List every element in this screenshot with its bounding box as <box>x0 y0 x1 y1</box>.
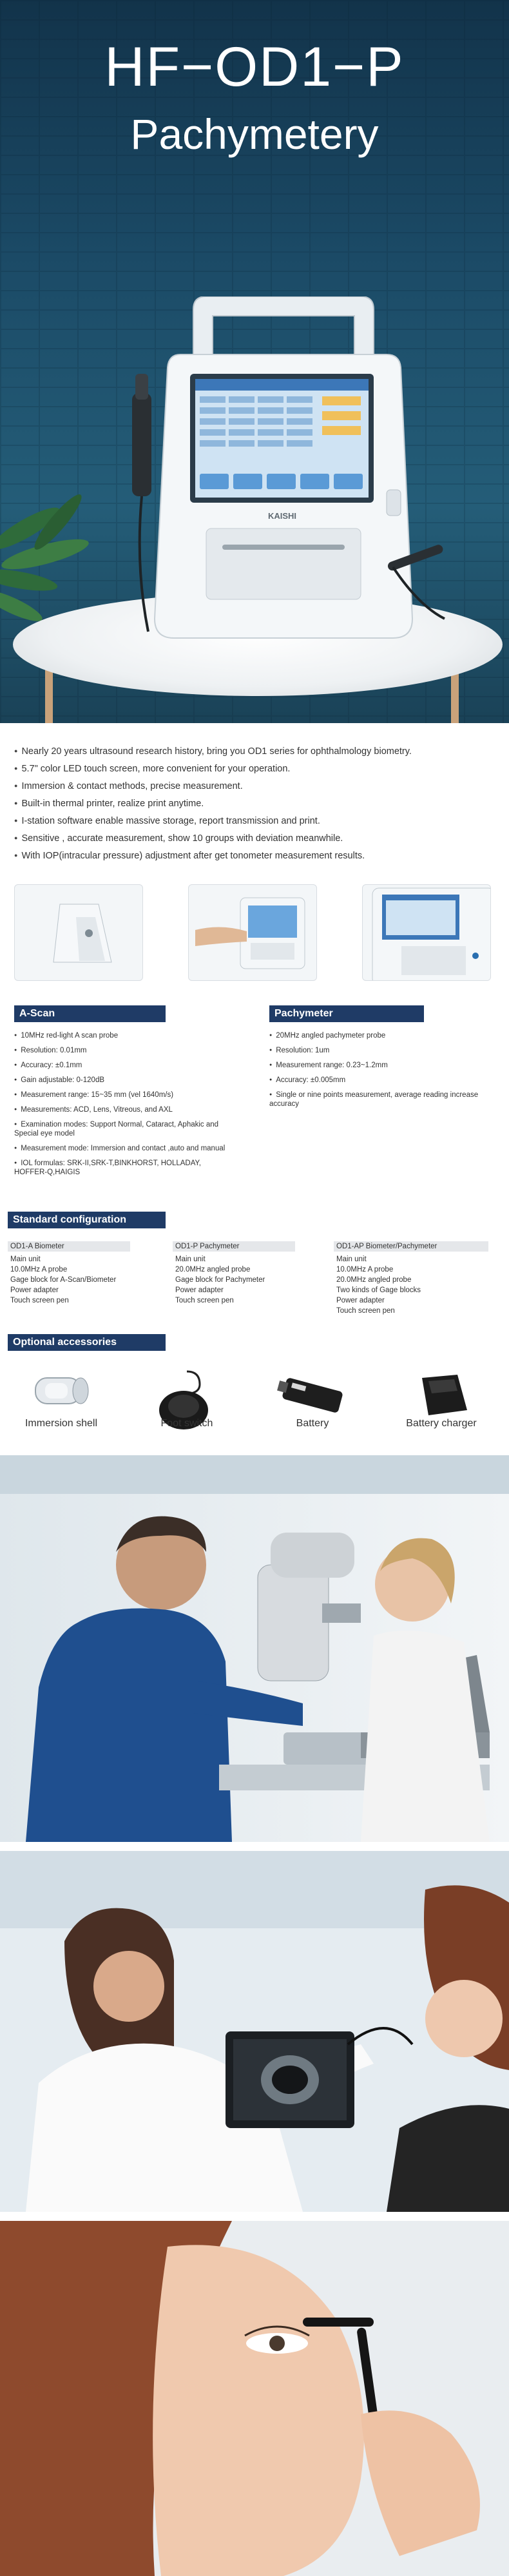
device-in-use-thumbnail <box>188 884 317 981</box>
feature-item: ● Nearly 20 years ultrasound research history, bring you OD1 series for ophthalmology biometry. <box>14 742 497 760</box>
config-item: Power adapter <box>336 1297 385 1304</box>
accessories-section-title: Optional accessories <box>8 1334 166 1351</box>
hero-banner <box>0 0 509 723</box>
product-subtitle: Pachymetery <box>130 110 379 158</box>
config-item: 10.0MHz A probe <box>336 1266 394 1273</box>
clinical-photo-slit-lamp <box>0 1455 509 1842</box>
config-item: Touch screen pen <box>336 1307 395 1315</box>
spec-item: ● Measurements: ACD, Lens, Vitreous, and AXL <box>14 1105 227 1114</box>
config-item: Power adapter <box>10 1286 59 1294</box>
spec-item: ● Measurement mode: Immersion and contact ,auto and manual <box>14 1144 227 1153</box>
accessory-label: Battery charger <box>406 1418 477 1429</box>
accessory-label: Battery <box>296 1418 329 1429</box>
config-item: Touch screen pen <box>10 1297 69 1304</box>
spec-item: ● Gain adjustable: 0-120dB <box>14 1076 227 1085</box>
feature-item: ● Sensitive , accurate measurement, show 10 groups with deviation meanwhile. <box>14 829 497 847</box>
config-column-combo <box>334 1241 488 1316</box>
feature-item: ● I-station software enable massive storage, report transmission and print. <box>14 812 497 829</box>
config-item: Touch screen pen <box>175 1297 234 1304</box>
config-item: Two kinds of Gage blocks <box>336 1286 421 1294</box>
config-item: 20.0MHz angled probe <box>336 1276 412 1284</box>
clinical-photo-closeup <box>0 2221 509 2576</box>
product-title: HF−OD1−P <box>104 36 405 98</box>
config-item: Main unit <box>336 1255 367 1263</box>
accessory-label: Immersion shell <box>24 1418 98 1429</box>
config-item: Main unit <box>175 1255 206 1263</box>
spec-item: ● 20MHz angled pachymeter probe <box>269 1031 488 1040</box>
device-brand-text: KAISHI <box>267 511 297 521</box>
ascan-section-title: A-Scan <box>14 1005 166 1022</box>
config-header: OD1-AP Biometer/Pachymeter <box>334 1241 488 1252</box>
spec-item: ● Measurement range: 0.23~1.2mm <box>269 1061 488 1070</box>
pachymeter-spec-list <box>269 1031 488 1114</box>
feature-item: ● 5.7" color LED touch screen, more convenient for your operation. <box>14 760 497 777</box>
config-item: Gage block for A-Scan/Biometer <box>10 1276 117 1284</box>
config-item: 10.0MHz A probe <box>10 1266 68 1273</box>
config-item: Main unit <box>10 1255 41 1263</box>
spec-item: ● Examination modes: Support Normal, Cataract, Aphakic and Special eye model <box>14 1120 227 1138</box>
device-screen-thumbnail <box>362 884 491 981</box>
config-section-title: Standard configuration <box>8 1212 166 1228</box>
config-header: OD1-P Pachymeter <box>173 1241 295 1252</box>
feature-list <box>14 742 497 864</box>
ascan-spec-list <box>14 1031 227 1183</box>
pachymeter-device-image <box>110 296 457 670</box>
spec-item: ● Accuracy: ±0.005mm <box>269 1076 488 1085</box>
config-item: Power adapter <box>175 1286 224 1294</box>
config-column-biometer <box>8 1241 130 1306</box>
accessory-label: Foot switch <box>160 1418 213 1429</box>
config-item: Gage block for Pachymeter <box>175 1276 265 1284</box>
clinical-photo-pachymetry <box>0 1851 509 2212</box>
feature-item: ● With IOP(intracular pressure) adjustment after get tonometer measurement results. <box>14 847 497 864</box>
spec-item: ● 10MHz red-light A scan probe <box>14 1031 227 1040</box>
spec-item: ● Measurement range: 15~35 mm (vel 1640m/s) <box>14 1090 227 1099</box>
spec-item: ● Resolution: 1um <box>269 1046 488 1055</box>
feature-item: ● Built-in thermal printer, realize print anytime. <box>14 795 497 812</box>
table-leg <box>45 664 53 723</box>
config-column-pachymeter <box>173 1241 295 1306</box>
spec-item: ● Resolution: 0.01mm <box>14 1046 227 1055</box>
device-side-thumbnail <box>14 884 143 981</box>
config-header: OD1-A Biometer <box>8 1241 130 1252</box>
spec-item: ● Single or nine points measurement, average reading increase accuracy <box>269 1090 488 1109</box>
feature-item: ● Immersion & contact methods, precise measurement. <box>14 777 497 795</box>
pachymeter-section-title: Pachymeter <box>269 1005 424 1022</box>
spec-item: ● Accuracy: ±0.1mm <box>14 1061 227 1070</box>
spec-item: ● IOL formulas: SRK-II,SRK-T,BINKHORST, HOLLADAY, HOFFER-Q,HAIGIS <box>14 1159 227 1177</box>
config-item: 20.0MHz angled probe <box>175 1266 251 1273</box>
